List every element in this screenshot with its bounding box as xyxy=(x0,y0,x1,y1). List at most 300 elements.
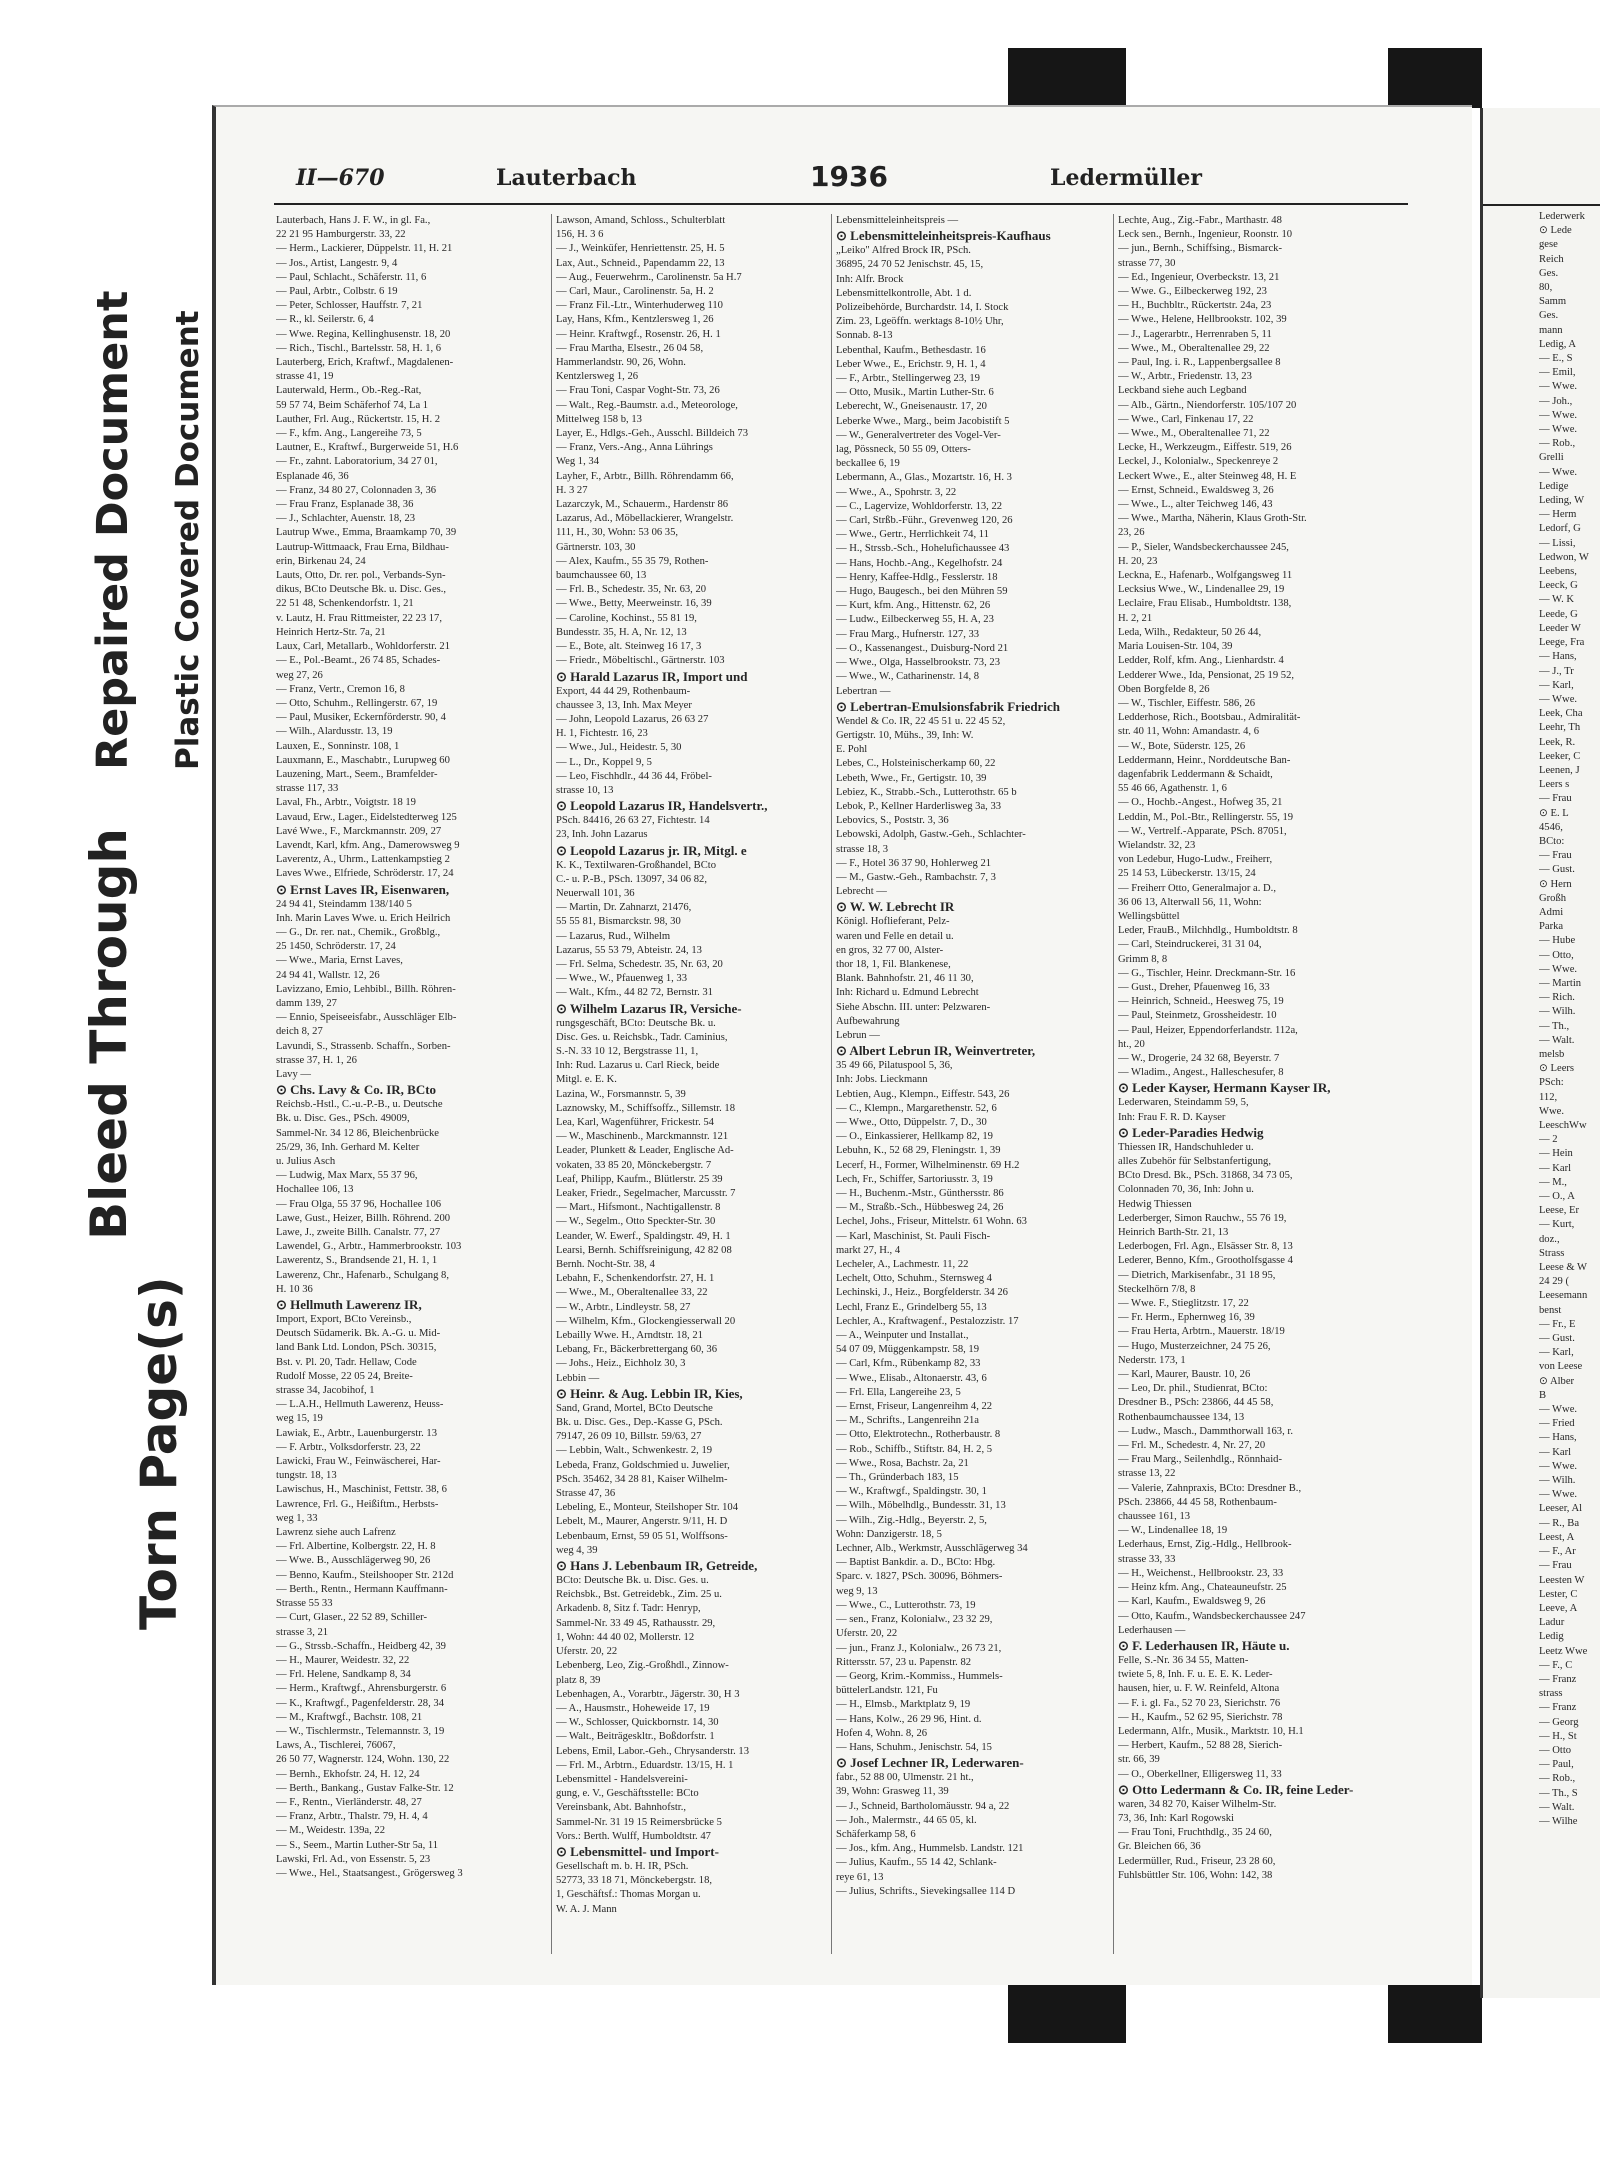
page-number: II—670 xyxy=(296,165,385,191)
directory-entry: Laves Wwe., Elfriede, Schröderstr. 17, 24 xyxy=(276,868,454,880)
directory-entry: — Rob., Schiffb., Stiftstr. 84, H. 2, 5 xyxy=(836,1443,993,1455)
directory-entry: Lechler, A., Kraftwagenf., Pestalozzistr. 17 xyxy=(836,1315,1019,1327)
directory-entry: — Wwe. Regina, Kellinghusenstr. 18, 20 xyxy=(276,328,451,340)
directory-entry: Bundesstr. 35, H. A, Nr. 12, 13 xyxy=(556,626,687,638)
directory-entry: vokaten, 33 85 20, Mönckebergstr. 7 xyxy=(556,1159,712,1171)
directory-entry: strasse 10, 13 xyxy=(556,784,614,796)
directory-entry: W. A. J. Mann xyxy=(556,1903,617,1915)
directory-entry: Bst. v. Pl. 20, Tadr. Hellaw, Code xyxy=(276,1356,417,1368)
next-page-entry: — Karl xyxy=(1539,1446,1572,1458)
directory-entry: — Johs., Heiz., Eichholz 30, 3 xyxy=(556,1358,686,1370)
directory-entry: Lawrence, Frl. G., Heißiftm., Herbsts- xyxy=(276,1498,439,1510)
next-page-entry: ⊙ Lede xyxy=(1539,225,1572,237)
directory-entry: Leander, W. Ewerf., Spaldingstr. 49, H. 1 xyxy=(556,1230,731,1242)
directory-entry: Oben Borgfelde 8, 26 xyxy=(1118,683,1210,695)
next-page-entry: Wwe. xyxy=(1539,1105,1564,1117)
directory-entry: Leberke Wwe., Marg., beim Jacobistift 5 xyxy=(836,415,1010,427)
directory-entry: ⊙ Hellmuth Lawerenz IR, xyxy=(276,1297,422,1313)
directory-entry: 79147, 26 09 10, Billstr. 59/63, 27 xyxy=(556,1431,702,1443)
directory-entry: — Wwe., W., Pfauenweg 1, 33 xyxy=(556,973,688,985)
directory-entry: Hofen 4, Wohn. 8, 26 xyxy=(836,1727,928,1739)
directory-entry: Lebenbaum, Ernst, 59 05 51, Wolffsons- xyxy=(556,1530,728,1542)
directory-entry: — Ennio, Speiseeisfabr., Ausschläger Elb- xyxy=(276,1012,457,1024)
directory-entry: — Walt., Beiträgeskltr., Boßdorfstr. 1 xyxy=(556,1731,715,1743)
directory-entry: Hedwig Thiessen xyxy=(1118,1198,1192,1210)
directory-entry: Lawerentz, S., Brandsende 21, H. 1, 1 xyxy=(276,1255,438,1267)
directory-entry: Colonnaden 70, 36, Inh: John u. xyxy=(1118,1184,1254,1196)
directory-entry: — Wilhelm, Kfm., Glockengiesserwall 20 xyxy=(556,1315,736,1327)
next-page-entry: Leesten W xyxy=(1539,1574,1585,1586)
directory-entry: — Jos., Artist, Langestr. 9, 4 xyxy=(276,257,398,269)
directory-entry: Bk. u. Disc. Ges., Dep.-Kasse G, PSch. xyxy=(556,1417,723,1429)
directory-entry: Lebrun — xyxy=(836,1029,880,1041)
directory-entry: Lebahn, F., Schenkendorfstr. 27, H. 1 xyxy=(556,1273,715,1285)
directory-entry: — H., Kaufm., 52 62 95, Sierichstr. 78 xyxy=(1118,1711,1283,1723)
directory-entry: Lebertran — xyxy=(836,685,891,697)
directory-entry: — Wwe. F., Stieglitzstr. 17, 22 xyxy=(1118,1298,1249,1310)
directory-entry: Dresdner B., PSch: 23866, 44 45 58, xyxy=(1118,1397,1274,1409)
directory-entry: 26 50 77, Wagnerstr. 124, Wohn. 130, 22 xyxy=(276,1754,450,1766)
directory-entry: Wendel & Co. IR, 22 45 51 u. 22 45 52, xyxy=(836,715,1006,727)
directory-entry: — Frau Toni, Caspar Voght-Str. 73, 26 xyxy=(556,385,720,397)
directory-entry: Lautrup-Wittmaack, Frau Erna, Bildhau- xyxy=(276,541,449,553)
directory-entry: ⊙ Leder-Paradies Hedwig xyxy=(1118,1124,1264,1140)
next-page-entry: Ledwon, W xyxy=(1539,551,1589,563)
directory-entry: Import, Export, BCto Vereinsb., xyxy=(276,1314,412,1326)
directory-entry: — O., Einkassierer, Hellkamp 82, 19 xyxy=(836,1131,993,1143)
directory-entry: — Wwe., Hel., Staatsangest., Grögersweg 3 xyxy=(276,1867,463,1879)
directory-entry: Lawski, Frl. Ad., von Essenstr. 5, 23 xyxy=(276,1853,431,1865)
directory-entry: — W., Segelm., Otto Speckter-Str. 30 xyxy=(556,1216,716,1228)
directory-entry: — Joh., Malermstr., 44 65 05, kl. xyxy=(836,1814,977,1826)
directory-entry: Lautner, E., Kraftwf., Burgerweide 51, H.6 xyxy=(276,442,459,454)
directory-entry: Lautrup Wwe., Emma, Braamkamp 70, 39 xyxy=(276,527,457,539)
directory-entry: ⊙ Ernst Laves IR, Eisenwaren, xyxy=(276,881,450,897)
directory-entry: — E., Pol.-Beamt., 26 74 85, Schades- xyxy=(276,655,441,667)
directory-entry: — Wilh., Alardusstr. 13, 19 xyxy=(276,726,393,738)
next-page-entry: ⊙ E. L xyxy=(1539,807,1569,819)
scanner-tab-bottom-left xyxy=(1008,1985,1126,2043)
next-page-entry: ⊙ Hern xyxy=(1539,878,1572,890)
directory-entry: Strasse 47, 36 xyxy=(556,1488,616,1500)
header-last-entry: Ledermüller xyxy=(1050,165,1203,191)
directory-entry: — Wwe., A., Spohrstr. 3, 22 xyxy=(836,486,957,498)
next-page-entry: — Wwe. xyxy=(1539,1489,1578,1501)
next-page-entry: — Walt. xyxy=(1539,1034,1575,1046)
next-page-entry: PSch: xyxy=(1539,1077,1564,1089)
next-page-entry: — Gust. xyxy=(1539,864,1575,876)
directory-entry: Lebens, Emil, Labor.-Geh., Chrysanderstr. 13 xyxy=(556,1745,749,1757)
directory-entry: Uferstr. 20, 22 xyxy=(836,1628,898,1640)
directory-entry: alles Zubehör für Selbstanfertigung, xyxy=(1118,1156,1271,1167)
next-page-entry: — Rob., xyxy=(1539,438,1576,450)
next-page-entry: — O., A xyxy=(1539,1191,1575,1203)
directory-entry: Inh. Marin Laves Wwe. u. Erich Heilrich xyxy=(276,912,451,924)
next-page-edge xyxy=(1480,108,1600,1998)
next-page-header-rule xyxy=(1483,204,1600,206)
next-page-entry: — Frau xyxy=(1539,793,1572,805)
directory-entry: en gros, 32 77 00, Alster- xyxy=(836,944,944,956)
directory-entry: ⊙ Lebensmittel- und Import- xyxy=(556,1843,719,1859)
directory-entry: Lauterwald, Herm., Ob.-Reg.-Rat, xyxy=(276,385,422,397)
directory-entry: S.-N. 33 10 12, Bergstrasse 11, 1, xyxy=(556,1045,699,1057)
directory-entry: — H., Buchenm.-Mstr., Günthersstr. 86 xyxy=(836,1188,1004,1199)
next-page-entry: Leesemann xyxy=(1539,1290,1588,1302)
directory-entry: Lebuhn, K., 52 68 29, Fleningstr. 1, 39 xyxy=(836,1145,1001,1157)
directory-entry: — John, Leopold Lazarus, 26 63 27 xyxy=(556,713,709,725)
next-page-entry: — Wwe. xyxy=(1539,466,1578,478)
directory-entry: — Frau Herta, Arbtrn., Mauerstr. 18/19 xyxy=(1118,1326,1285,1338)
directory-entry: Grimm 8, 8 xyxy=(1118,953,1168,965)
directory-entry: — G., Strssb.-Schaffn., Heidberg 42, 39 xyxy=(276,1640,446,1652)
directory-entry: — Wwe., Elisab., Altonaerstr. 43, 6 xyxy=(836,1372,987,1384)
directory-entry: — J., Weinküfer, Henriettenstr. 25, H. 5 xyxy=(556,243,725,255)
directory-entry: Lebensmittelkontrolle, Abt. 1 d. xyxy=(836,287,972,299)
directory-entry: strasse 13, 22 xyxy=(1118,1468,1176,1480)
directory-entry: Leckel, J., Kolonialw., Speckenreye 2 xyxy=(1118,456,1279,468)
directory-entry: Lavaud, Erw., Lager., Eidelstedterweg 125 xyxy=(276,811,457,823)
directory-entry: Ledermann, Alfr., Musik., Marktstr. 10, H.1 xyxy=(1118,1725,1304,1737)
directory-entry: Lech, Fr., Schiffer, Sartoriusstr. 3, 19 xyxy=(836,1173,993,1185)
directory-entry: Lebeling, E., Monteur, Steilshoper Str. 104 xyxy=(556,1502,739,1514)
directory-entry: Lebeth, Wwe., Fr., Gertigstr. 10, 39 xyxy=(836,772,987,784)
directory-entry: H. 1, Fichtestr. 16, 23 xyxy=(556,728,648,740)
directory-entry: — Wwe., Helene, Hellbrookstr. 102, 39 xyxy=(1118,314,1287,326)
next-page-entry: — Frau xyxy=(1539,850,1572,862)
repaired-document-label: Repaired Document xyxy=(88,290,138,770)
directory-entry: — W., Drogerie, 24 32 68, Beyerstr. 7 xyxy=(1118,1052,1280,1064)
next-page-entry: Samm xyxy=(1539,296,1567,308)
directory-entry: Schäferkamp 58, 6 xyxy=(836,1828,916,1840)
directory-entry: — M., Gastw.-Geh., Rambachstr. 7, 3 xyxy=(836,871,996,883)
directory-entry: — W., Tischler, Eiffestr. 586, 26 xyxy=(1118,697,1256,709)
directory-entry: Lebiez, K., Strabb.-Sch., Lutterothstr. 65 b xyxy=(836,786,1017,798)
directory-entry: Lay, Hans, Kfm., Kentzlersweg 1, 26 xyxy=(556,314,714,326)
directory-entry: — F., Arbtr., Stellingerweg 23, 19 xyxy=(836,373,980,385)
directory-entry: — Frl. Ella, Langereihe 23, 5 xyxy=(836,1386,961,1398)
directory-entry: Lea, Karl, Wagenführer, Frickestr. 54 xyxy=(556,1116,714,1128)
directory-entry: — Ed., Ingenieur, Overbeckstr. 13, 21 xyxy=(1118,271,1280,283)
directory-entry: 24 94 41, Steindamm 138/140 5 xyxy=(276,898,412,910)
directory-entry: Lawicki, Frau W., Feinwäscherei, Har- xyxy=(276,1456,441,1468)
directory-entry: — Wwe., M., Oberaltenallee 71, 22 xyxy=(1118,428,1270,440)
directory-entry: Lebensmittel - Handelsvereini- xyxy=(556,1773,688,1785)
directory-entry: Lax, Aut., Schneid., Papendamm 22, 13 xyxy=(556,257,725,269)
directory-entry: Uferstr. 20, 22 xyxy=(556,1646,618,1658)
directory-entry: — Carl, Strßb.-Führ., Grevenweg 120, 26 xyxy=(836,515,1013,527)
next-page-entry: — M., xyxy=(1539,1176,1567,1188)
bleed-through-label: Bleed Through xyxy=(80,828,138,1240)
directory-entry: 73, 36, Inh: Karl Rogowski xyxy=(1118,1812,1234,1824)
directory-entry: — Aug., Feuerwehrm., Carolinenstr. 5a H.7 xyxy=(556,271,742,283)
directory-entry: — Ernst, Schneid., Ewaldsweg 3, 26 xyxy=(1118,484,1274,496)
directory-entry: strasse 117, 33 xyxy=(276,783,339,795)
directory-entry: — H., Elmsb., Marktplatz 9, 19 xyxy=(836,1699,971,1711)
directory-entry: — Franz Fil.-Ltr., Winterhuderweg 110 xyxy=(556,300,723,312)
next-page-entry: — Karl, xyxy=(1539,1347,1574,1359)
directory-entry: — L.A.H., Hellmuth Lawerenz, Heuss- xyxy=(276,1399,444,1411)
directory-entry: Fuhlsbüttler Str. 106, Wohn: 142, 38 xyxy=(1118,1869,1273,1881)
next-page-entry: ⊙ Alber xyxy=(1539,1375,1575,1387)
directory-entry: strasse 37, H. 1, 26 xyxy=(276,1054,357,1066)
directory-entry: Gärtnerstr. 103, 30 xyxy=(556,541,636,553)
directory-entry: gung, e. V., Geschäftsstelle: BCto xyxy=(556,1788,699,1800)
next-page-entry: Leding, W xyxy=(1539,495,1585,507)
directory-entry: — Wwe., Carl, Finkenau 17, 22 xyxy=(1118,413,1254,425)
directory-entry: Mitgl. e. E. K. xyxy=(556,1074,617,1086)
directory-entry: — Carl, Maur., Carolinenstr. 5a, H. 2 xyxy=(556,286,714,298)
scanner-tab-right xyxy=(1388,48,1482,108)
directory-entry: Layher, F., Arbtr., Billh. Röhrendamm 66, xyxy=(556,470,734,482)
directory-entry: — Frl. Albertine, Kolbergstr. 22, H. 8 xyxy=(276,1541,436,1553)
directory-entry: ⊙ Hans J. Lebenbaum IR, Getreide, xyxy=(556,1558,758,1574)
directory-entry: — Dietrich, Markisenfabr., 31 18 95, xyxy=(1118,1269,1276,1281)
directory-entry: Lechel, Johs., Friseur, Mittelstr. 61 Wohn. 63 xyxy=(836,1216,1027,1228)
scanner-tab-left xyxy=(1008,48,1126,108)
next-page-entry: Lederwerk xyxy=(1539,211,1585,222)
directory-entry: — Herm., Kraftwgf., Ahrensburgerstr. 6 xyxy=(276,1683,447,1695)
directory-entry: — F., Rentn., Vierländerstr. 48, 27 xyxy=(276,1796,422,1808)
directory-entry: 156, H. 3 6 xyxy=(556,229,604,241)
next-page-entry: — Hans, xyxy=(1539,651,1577,663)
directory-entry: — Herbert, Kaufm., 52 88 28, Sierich- xyxy=(1118,1740,1283,1752)
directory-entry: ⊙ Josef Lechner IR, Lederwaren- xyxy=(836,1755,1024,1771)
directory-entry: — Otto, Schuhm., Rellingerstr. 67, 19 xyxy=(276,697,438,709)
next-page-entry: — Wwe. xyxy=(1539,1404,1578,1416)
directory-entry: Blank. Bahnhofstr. 21, 46 11 30, xyxy=(836,973,974,985)
directory-entry: Leckna, E., Hafenarb., Wolfgangsweg 11 xyxy=(1118,570,1293,582)
next-page-entry: doz., xyxy=(1539,1233,1560,1245)
next-page-entry: — Wilh. xyxy=(1539,1475,1576,1487)
directory-entry: — Kurt, kfm. Ang., Hittenstr. 62, 26 xyxy=(836,600,991,612)
directory-entry: Lechinski, J., Heiz., Borgfelderstr. 34 26 xyxy=(836,1287,1008,1299)
directory-entry: — Paul, Heizer, Eppendorferlandstr. 112a, xyxy=(1118,1024,1298,1036)
directory-entry: — Frau Marg., Seilenhdlg., Rönnhaid- xyxy=(1118,1454,1282,1466)
directory-entry: Leck sen., Bernh., Ingenieur, Roonstr. 10 xyxy=(1118,229,1293,241)
directory-entry: — Franz, Vertr., Cremon 16, 8 xyxy=(276,683,405,695)
directory-entry: — G., Tischler, Heinr. Dreckmann-Str. 16 xyxy=(1118,967,1296,979)
directory-entry: — H., Maurer, Weidestr. 32, 22 xyxy=(276,1654,410,1666)
directory-entry: — Freiherr Otto, Generalmajor a. D., xyxy=(1118,882,1276,894)
directory-column-1 xyxy=(276,214,546,1954)
directory-entry: — M., Straßb.-Sch., Hübbesweg 24, 26 xyxy=(836,1202,1004,1214)
column-divider xyxy=(1113,214,1114,1954)
next-page-entry: — Joh., xyxy=(1539,395,1573,407)
next-page-entry: — Fr., E xyxy=(1539,1318,1576,1330)
directory-entry: — Wwe., Gertr., Herrlichkeit 74, 11 xyxy=(836,529,989,541)
directory-entry: Inh: Richard u. Edmund Lebrecht xyxy=(836,987,979,999)
directory-entry: twiete 5, 8, Inh. F. u. E. E. K. Leder- xyxy=(1118,1669,1273,1681)
directory-entry: Lebenhagen, A., Vorarbtr., Jägerstr. 30, H 3 xyxy=(556,1688,740,1700)
directory-entry: Lawischus, H., Maschinist, Fettstr. 38, 6 xyxy=(276,1484,447,1496)
directory-entry: — Wwe. B., Ausschlägerweg 90, 26 xyxy=(276,1555,431,1567)
directory-entry: — P., Sieler, Wandsbeckerchaussee 245, xyxy=(1118,541,1289,553)
directory-entry: — Frl. B., Schedestr. 35, Nr. 63, 20 xyxy=(556,584,707,596)
directory-entry: dagenfabrik Leddermann & Schaidt, xyxy=(1118,768,1273,780)
directory-entry: 1, Geschäftsf.: Thomas Morgan u. xyxy=(556,1889,701,1901)
plastic-covered-document-label: Plastic Covered Document xyxy=(170,310,206,770)
next-page-entry: — Wwe. xyxy=(1539,963,1578,975)
header-first-entry: Lauterbach xyxy=(496,165,637,191)
directory-entry: 55 55 81, Bismarckstr. 98, 30 xyxy=(556,916,681,928)
directory-entry: strasse 18, 3 xyxy=(836,843,889,855)
next-page-entry: 24 29 ( xyxy=(1539,1276,1570,1288)
next-page-entry: melsb xyxy=(1539,1048,1565,1060)
directory-entry: — Wladim., Angest., Halleschesufer, 8 xyxy=(1118,1067,1284,1079)
directory-entry: PSch. 23866, 44 45 58, Rothenbaum- xyxy=(1118,1496,1277,1508)
directory-entry: — J., Lagerarbtr., Herrenraben 5, 11 xyxy=(1118,328,1272,340)
directory-entry: Lecheler, A., Lachmestr. 11, 22 xyxy=(836,1259,969,1271)
directory-entry: ⊙ Harald Lazarus IR, Import und xyxy=(556,668,748,684)
directory-entry: — Frl. Selma, Schedestr. 35, Nr. 63, 20 xyxy=(556,958,723,970)
next-page-entry: — E., S xyxy=(1539,353,1573,365)
directory-entry: lag, Pössneck, 50 55 09, Otters- xyxy=(836,444,971,456)
next-page-entry: — Karl, xyxy=(1539,679,1574,691)
directory-entry: — C., Lagervize, Wohldorferstr. 13, 22 xyxy=(836,500,1003,512)
directory-entry: 25/29, 36, Inh. Gerhard M. Kelter xyxy=(276,1141,420,1153)
next-page-entry: Leek, Cha xyxy=(1539,708,1583,720)
directory-entry: hausen, hier, u. F. W. Reinfeld, Altona xyxy=(1118,1683,1280,1695)
directory-entry: waren, 34 82 70, Kaiser Wilhelm-Str. xyxy=(1118,1798,1277,1810)
next-page-entry: Reich xyxy=(1539,253,1564,265)
directory-entry: — K., Kraftwgf., Pagenfelderstr. 28, 34 xyxy=(276,1697,444,1709)
directory-entry: Leclaire, Frau Elisab., Humboldtstr. 138, xyxy=(1118,598,1292,610)
directory-entry: Sand, Grand, Mortel, BCto Deutsche xyxy=(556,1402,713,1414)
directory-entry: — Ludw., Masch., Dammthorwall 163, r. xyxy=(1118,1425,1293,1437)
directory-entry: — F., Hotel 36 37 90, Hohlerweg 21 xyxy=(836,857,992,869)
directory-entry: Bk. u. Disc. Ges., PSch. 49009, xyxy=(276,1113,410,1125)
directory-entry: Leder, FrauB., Milchhdlg., Humboldtstr. 8 xyxy=(1118,925,1298,937)
directory-entry: — M., Kraftwgf., Bachstr. 108, 21 xyxy=(276,1711,423,1723)
directory-entry: 25 1450, Schröderstr. 17, 24 xyxy=(276,941,396,953)
next-page-entry: Ges. xyxy=(1539,267,1559,279)
directory-entry: H. 10 36 xyxy=(276,1283,313,1295)
next-page-entry: Leetz Wwe xyxy=(1539,1645,1588,1657)
directory-entry: str. 40 11, Wohn: Amandastr. 4, 6 xyxy=(1118,726,1259,738)
directory-entry: markt 27, H., 4 xyxy=(836,1244,901,1256)
directory-entry: — H., Weichenst., Hellbrookstr. 23, 33 xyxy=(1118,1567,1284,1579)
directory-entry: von Ledebur, Hugo-Ludw., Freiherr, xyxy=(1118,854,1273,866)
directory-entry: erin, Birkenau 24, 24 xyxy=(276,555,366,567)
directory-entry: — Wwe., Martha, Näherin, Klaus Groth-Str. xyxy=(1118,513,1307,525)
directory-entry: str. 66, 39 xyxy=(1118,1754,1160,1766)
directory-entry: — M., Schrifts., Langenreihn 21a xyxy=(836,1415,979,1427)
directory-entry: — Heinz kfm. Ang., Chateauneufstr. 25 xyxy=(1118,1582,1287,1594)
directory-entry: — Herm., Lackierer, Düppelstr. 11, H. 21 xyxy=(276,243,453,255)
next-page-entry: von Leese xyxy=(1539,1361,1583,1373)
directory-entry: Leaker, Friedr., Segelmacher, Marcusstr. 7 xyxy=(556,1188,736,1199)
directory-entry: Aufbewahrung xyxy=(836,1015,900,1027)
next-page-entry: — Georg xyxy=(1539,1716,1579,1728)
directory-entry: — Walt., Kfm., 44 82 72, Bernstr. 31 xyxy=(556,987,713,999)
directory-entry: Zim. 23, Lgeöffn. werktags 8-10½ Uhr, xyxy=(836,316,1004,328)
directory-entry: Lechte, Aug., Zig.-Fabr., Marthastr. 48 xyxy=(1118,215,1282,226)
next-page-entry: Leege, Fra xyxy=(1539,637,1585,649)
directory-entry: Deutsch Südamerik. Bk. A.-G. u. Mid- xyxy=(276,1328,441,1340)
directory-entry: — Paul, Ing. i. R., Lappenbergsallee 8 xyxy=(1118,357,1281,369)
directory-entry: 52773, 33 18 71, Mönckebergstr. 18, xyxy=(556,1875,713,1887)
directory-entry: ht., 20 xyxy=(1118,1038,1145,1050)
next-page-entry: Leek, R. xyxy=(1539,736,1576,748)
page-header xyxy=(216,107,1472,205)
directory-entry: ⊙ Lebertran-Emulsionsfabrik Friedrich xyxy=(836,698,1060,714)
next-page-entry: — R., Ba xyxy=(1539,1517,1580,1529)
directory-entry: 25 14 53, Lübeckerstr. 13/15, 24 xyxy=(1118,868,1256,880)
next-page-entry: — Fried xyxy=(1539,1418,1575,1430)
directory-entry: — W., Lindenallee 18, 19 xyxy=(1118,1525,1228,1537)
directory-column-3 xyxy=(836,214,1106,1954)
next-page-entry: — Wwe. xyxy=(1539,424,1578,436)
directory-entry: Sammel-Nr. 31 19 15 Reimersbrücke 5 xyxy=(556,1816,722,1828)
directory-entry: ⊙ Albert Lebrun IR, Weinvertreter, xyxy=(836,1043,1036,1059)
directory-entry: Leader, Plunkett & Leader, Englische Ad- xyxy=(556,1145,734,1157)
directory-entry: strasse 33, 33 xyxy=(1118,1553,1176,1565)
directory-entry: Reichsb.-Hstl., C.-u.-P.-B., u. Deutsche xyxy=(276,1099,443,1111)
directory-entry: — Wwe., Otto, Düppelstr. 7, D., 30 xyxy=(836,1116,987,1128)
directory-entry: — W., Tischlermstr., Telemannstr. 3, 19 xyxy=(276,1725,445,1737)
column-divider xyxy=(551,214,552,1954)
directory-entry: strasse 41, 19 xyxy=(276,371,334,383)
directory-entry: Lebes, C., Holsteinischerkamp 60, 22 xyxy=(836,758,996,770)
directory-entry: — Hans, Schuhm., Jenischstr. 54, 15 xyxy=(836,1741,992,1753)
directory-entry: 24 94 41, Wallstr. 12, 26 xyxy=(276,969,380,981)
next-page-entry: — Otto, xyxy=(1539,949,1574,961)
header-year: 1936 xyxy=(810,160,888,193)
directory-entry: — Curt, Glaser., 22 52 89, Schiller- xyxy=(276,1612,428,1624)
directory-entry: — Henry, Kaffee-Hdlg., Fesslerstr. 18 xyxy=(836,571,998,583)
directory-entry: Laverentz, A., Uhrm., Lattenkampstieg 2 xyxy=(276,854,450,866)
directory-entry: Lecksius Wwe., W., Lindenallee 29, 19 xyxy=(1118,584,1285,596)
directory-entry: — Lebbin, Walt., Schwenkestr. 2, 19 xyxy=(556,1445,713,1457)
directory-entry: reye 61, 13 xyxy=(836,1871,884,1883)
directory-entry: — Bernh., Ekhofstr. 24, H. 12, 24 xyxy=(276,1768,420,1780)
directory-entry: Disc. Ges. u. Reichsbk., Tadr. Caminius, xyxy=(556,1031,728,1043)
directory-entry: Leaf, Philipp, Kaufm., Blütlerstr. 25 39 xyxy=(556,1173,723,1185)
directory-entry: — Otto, Musik., Martin Luther-Str. 6 xyxy=(836,387,994,399)
directory-entry: — Friedr., Möbeltischl., Gärtnerstr. 103 xyxy=(556,655,725,667)
directory-entry: Lecke, H., Werkzeugm., Eiffestr. 519, 26 xyxy=(1118,442,1292,454)
directory-entry: Thiessen IR, Handschuhleder u. xyxy=(1118,1141,1254,1153)
next-page-entry: Strass xyxy=(1539,1247,1565,1259)
directory-entry: — C., Klempn., Margarethenstr. 52, 6 xyxy=(836,1102,997,1114)
header-rule xyxy=(274,203,1408,205)
directory-entry: — Wwe., Maria, Ernst Laves, xyxy=(276,955,403,967)
directory-entry: — Mart., Hifsmont., Nachtigallenstr. 8 xyxy=(556,1202,721,1214)
directory-entry: — Ludwig, Max Marx, 55 37 96, xyxy=(276,1170,418,1182)
directory-entry: — Franz, Vers.-Ang., Anna Lührings xyxy=(556,442,713,454)
directory-entry: Lederberger, Simon Rauchw., 55 76 19, xyxy=(1118,1212,1287,1224)
directory-entry: — W., Generalvertreter des Vogel-Ver- xyxy=(836,429,1001,441)
directory-entry: Königl. Hoflieferant, Pelz- xyxy=(836,916,950,928)
directory-entry: Lawe, Gust., Heizer, Billh. Röhrend. 200 xyxy=(276,1212,451,1224)
next-page-entry: Leest, A xyxy=(1539,1531,1575,1543)
next-page-column xyxy=(1539,210,1600,1829)
directory-entry: Lebbin — xyxy=(556,1372,600,1384)
directory-entry: — Peter, Schlosser, Hauffstr. 7, 21 xyxy=(276,300,423,312)
next-page-entry: strass xyxy=(1539,1688,1563,1700)
directory-entry: 59 57 74, Beim Schäferhof 74, La 1 xyxy=(276,399,429,411)
next-page-entry: BCto: xyxy=(1539,835,1565,847)
directory-entry: — Frl. M., Arbtrn., Eduardstr. 13/15, H. 1 xyxy=(556,1759,734,1771)
directory-entry: — Gust., Dreher, Pfauenweg 16, 33 xyxy=(1118,981,1270,993)
directory-entry: — Otto, Kaufm., Wandsbeckerchaussee 247 xyxy=(1118,1610,1306,1622)
directory-entry: baumchaussee 60, 13 xyxy=(556,570,647,582)
next-page-entry: — Franz xyxy=(1539,1702,1577,1714)
directory-entry: — J., Schneid, Bartholomäusstr. 94 a, 22 xyxy=(836,1800,1010,1812)
next-page-entry: Leenen, J xyxy=(1539,764,1580,776)
directory-entry: — Franz, Arbtr., Thalstr. 79, H. 4, 4 xyxy=(276,1811,428,1823)
directory-entry: — W., Arbtr., Lindleystr. 58, 27 xyxy=(556,1301,691,1313)
